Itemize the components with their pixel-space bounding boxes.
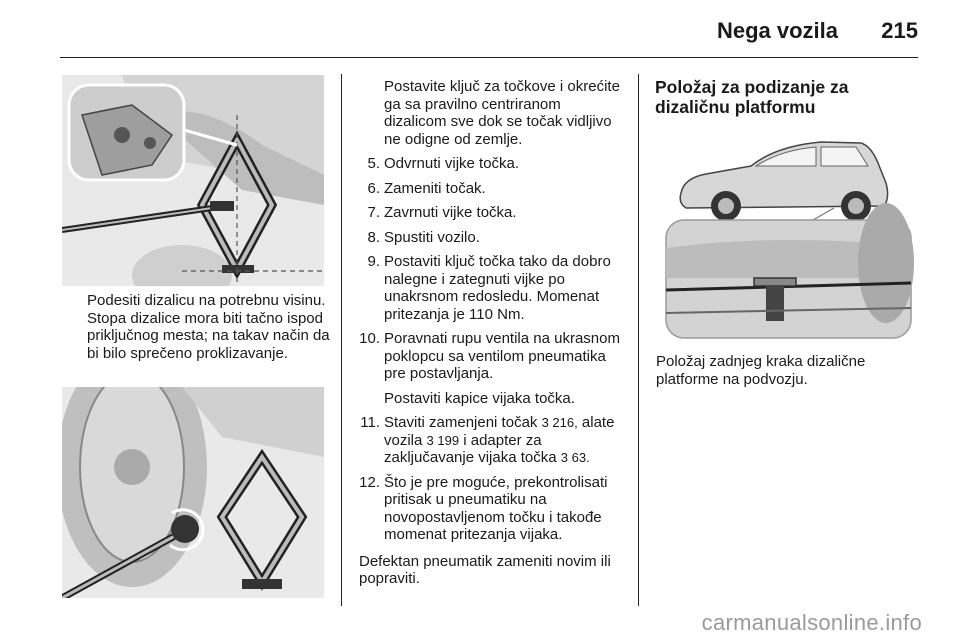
- intro-paragraph: Postavite ključ za točkove i okrećite ga sa pravilno centriranom dizalicom sve dok se točak vidljivo ne odigne od zemlje.: [384, 78, 620, 148]
- page-title: Nega vozila: [716, 18, 838, 43]
- list-item: 12. Što je pre moguće, prekontrolisati pritisak u pneumatiku na novopostavljenom točku i takođe momenat pritezanja vijaka.: [359, 473, 608, 543]
- procedure-steps: [357, 78, 627, 588]
- watermark: carmanualsonline.info: [701, 610, 922, 635]
- closing-paragraph: Defektan pneumatik zameniti novim ili popraviti.: [359, 552, 611, 587]
- header-divider: [60, 57, 918, 58]
- page-reference-link[interactable]: 3 216,: [541, 415, 578, 430]
- figure-3-caption: Položaj zadnjeg kraka dizalične platforme na podvozju.: [656, 353, 866, 388]
- page-number: 215: [881, 18, 918, 43]
- list-item: 10. Poravnati rupu ventila na ukrasnom poklopcu sa ventilom pneumatika pre postavljanja. Postaviti kapice vijaka točka.: [357, 330, 627, 407]
- lift-point-illustration: [656, 128, 918, 339]
- list-item-note: Postaviti kapice vijaka točka.: [384, 389, 575, 407]
- list-item: 9. Postaviti ključ točka tako da dobro nalegne i zategnuti vijke po unakrsnom redosledu. Momenat pritezanja je 110 Nm.: [367, 253, 611, 323]
- column-divider-1: [341, 74, 342, 606]
- column-divider-2: [638, 74, 639, 606]
- jack-positioning-illustration: [62, 75, 324, 286]
- list-item: 11. Staviti zamenjeni točak 3 216, alate vozila 3 199 i adapter za zaključavanje vijaka točka 3 63.: [360, 414, 615, 466]
- page-header: [0, 0, 960, 60]
- list-item: 5. Odvrnuti vijke točka.: [367, 155, 520, 172]
- section-heading: Položaj za podizanje za dizaličnu platformu: [655, 77, 849, 117]
- page-reference-link[interactable]: 3 199: [426, 432, 460, 448]
- page-reference-link[interactable]: 3 63.: [560, 450, 590, 465]
- list-item: 6. Zameniti točak.: [367, 179, 486, 197]
- list-item: 8. Spustiti vozilo.: [367, 228, 480, 246]
- list-item: 7. Zavrnuti vijke točka.: [367, 204, 517, 221]
- jack-with-crank-illustration: [62, 387, 324, 598]
- figure-1-caption: Podesiti dizalicu na potrebnu visinu. Stopa dizalice mora biti tačno ispod priključnog mesta; na takav način da bi bilo sprečeno proklizavanje.: [87, 292, 330, 362]
